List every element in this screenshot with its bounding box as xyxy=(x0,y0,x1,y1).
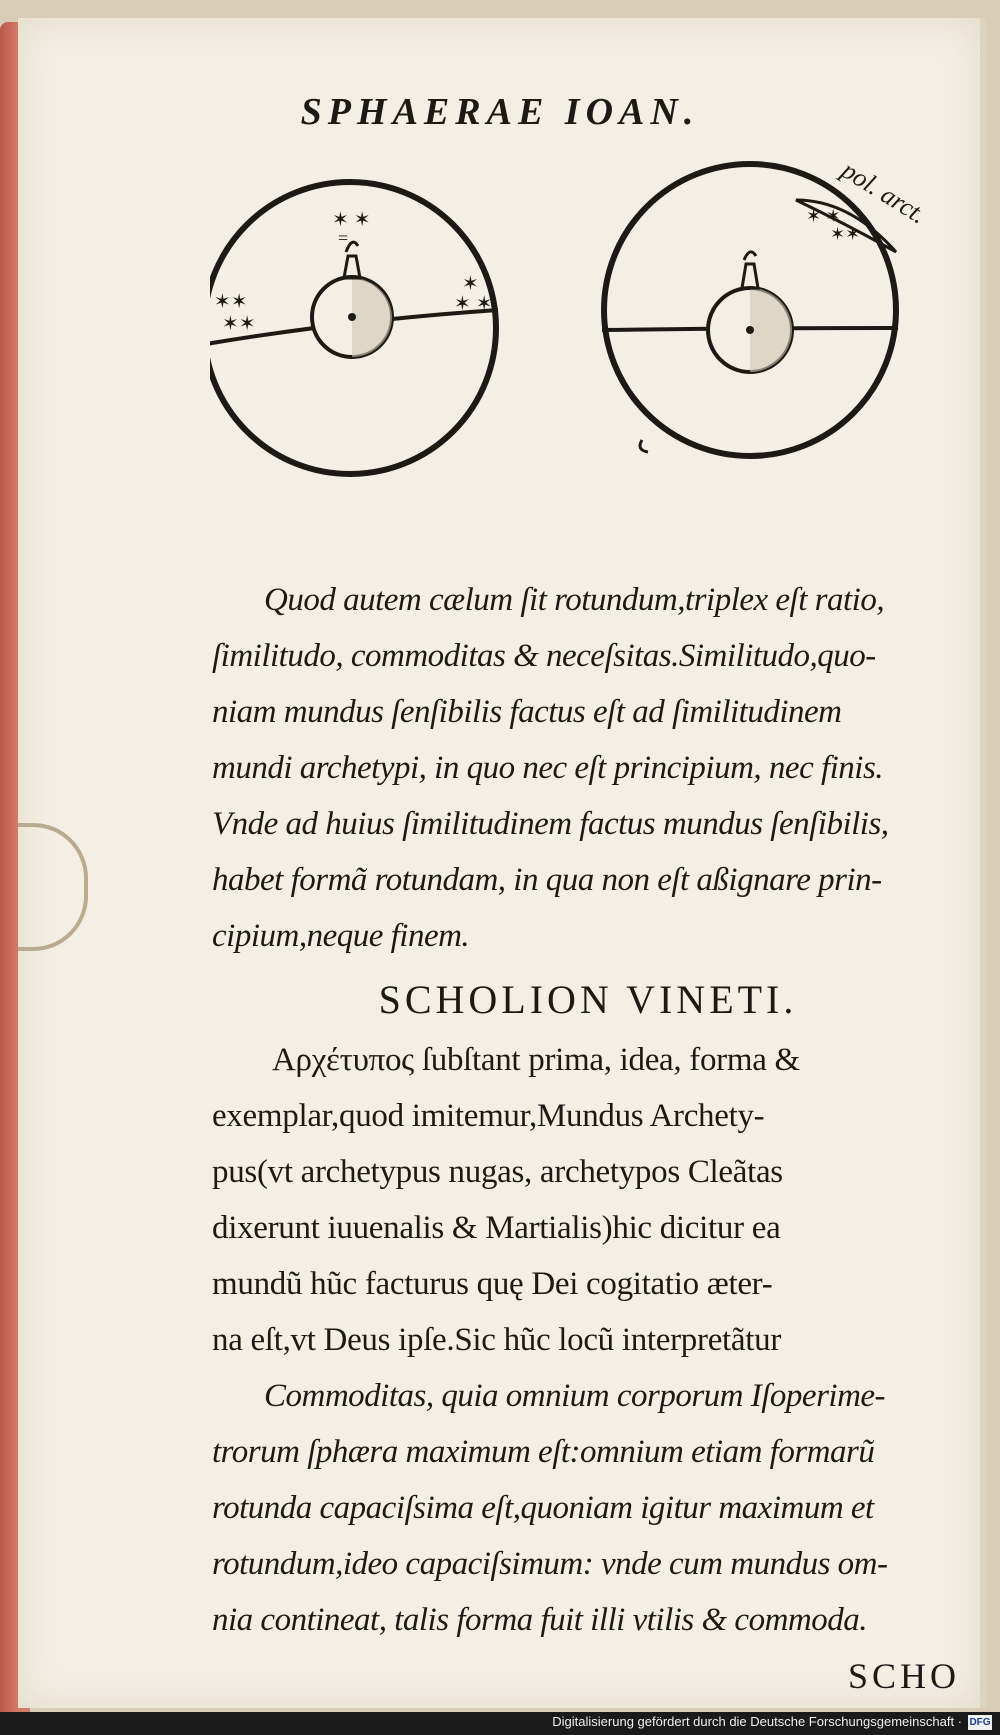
paragraph-1-line: Quod autem cælum ſit rotundum,triplex eſt ratio, xyxy=(264,582,885,618)
svg-text:✶: ✶ xyxy=(462,273,479,295)
left-sphere-diagram xyxy=(210,182,498,474)
catchword: SCHO xyxy=(847,1656,960,1696)
svg-text:✶✶: ✶✶ xyxy=(214,291,248,313)
paragraph-3-line: rotunda capaciſsima eſt,quoniam igitur maximum et xyxy=(212,1490,874,1526)
right-sphere-diagram xyxy=(602,164,898,456)
paragraph-3-line: nia contineat, talis forma fuit illi vtilis & commoda. xyxy=(212,1602,867,1638)
paragraph-2-line: na eſt,vt Deus ipſe.Sic hũc locũ interpretãtur xyxy=(212,1322,782,1358)
paragraph-1-line: ſimilitudo, commoditas & neceſsitas.Similitudo,quo- xyxy=(212,638,876,674)
paragraph-2-line: Αρχέτυπος ſubſtant prima, idea, forma & xyxy=(272,1042,800,1078)
paragraph-2-line: dixerunt iuuenalis & Martialis)hic dicitur ea xyxy=(212,1210,781,1246)
footer-bar xyxy=(0,1712,1000,1735)
svg-text:✶✶: ✶✶ xyxy=(222,313,256,335)
paragraph-1-line: mundi archetypi, in quo nec eſt principium, nec finis. xyxy=(212,750,884,786)
paragraph-1-line: Vnde ad huius ſimilitudinem factus mundus ſenſibilis, xyxy=(212,806,889,842)
paragraph-1-line: niam mundus ſenſibilis factus eſt ad ſimilitudinem xyxy=(212,694,842,730)
sphere-diagrams-svg xyxy=(210,160,930,520)
paragraph-3-line: trorum ſphæra maximum eſt:omnium etiam formarũ xyxy=(212,1434,875,1470)
section-heading: SCHOLION VINETI. xyxy=(378,977,798,1022)
svg-text:✶✶: ✶✶ xyxy=(830,224,861,244)
svg-text:✶ ✶: ✶ ✶ xyxy=(454,293,493,315)
svg-text:✶ ✶: ✶ ✶ xyxy=(332,209,371,231)
footer-credit: Digitalisierung gefördert durch die Deutsche Forschungsgemeinschaft · xyxy=(552,1714,962,1729)
svg-text:=: = xyxy=(338,228,349,248)
running-head: SPHAERAE IOAN. xyxy=(300,91,700,133)
text-body xyxy=(212,572,964,1704)
dfg-logo: DFG xyxy=(969,1717,991,1728)
paragraph-2-line: pus(vt archetypus nugas, archetypos Cleãtas xyxy=(212,1154,783,1190)
paragraph-3-line: Commoditas, quia omnium corporum Iſoperime- xyxy=(264,1378,886,1414)
sphere-figures xyxy=(210,160,930,525)
page-clip xyxy=(18,823,88,951)
paragraph-1-line: habet formã rotundam, in qua non eſt aßignare prin- xyxy=(212,862,882,898)
paragraph-3-line: rotundum,ideo capaciſsimum: vnde cum mundus om- xyxy=(212,1546,888,1582)
paragraph-2-line: exemplar,quod imitemur,Mundus Archety- xyxy=(212,1098,765,1134)
paragraph-2-line: mundũ hũc facturus quę Dei cogitatio æter- xyxy=(212,1266,773,1302)
svg-text:✶ ✶: ✶ ✶ xyxy=(806,206,841,226)
paragraph-1-line: cipium,neque finem. xyxy=(212,918,470,954)
pole-arctic-label: pol. arct. xyxy=(836,160,930,230)
